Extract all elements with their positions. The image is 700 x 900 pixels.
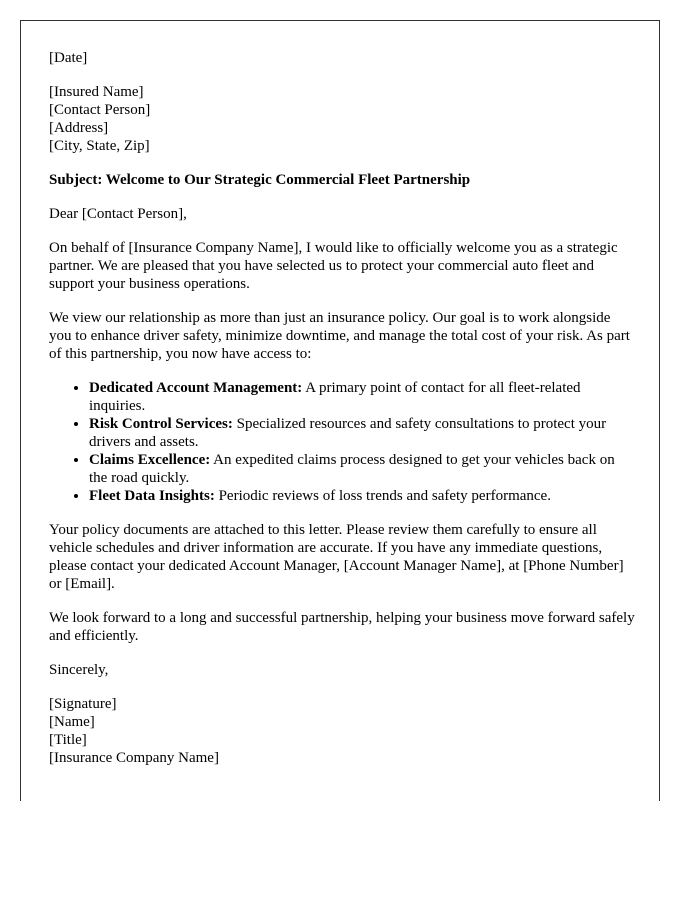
benefits-list [49,379,635,505]
partnership-paragraph: We look forward to a long and successful partnership, helping your business move forward safely and efficiently. [49,610,635,644]
list-item [89,487,635,505]
benefit-title: Dedicated Account Management: [89,380,303,396]
letter-page [20,20,660,801]
salutation: Dear [Contact Person], [49,206,187,222]
recipient-name: [Insured Name] [49,84,144,100]
letter-date: [Date] [49,50,88,66]
benefit-text: A primary point of contact for all fleet-related inquiries. [89,380,581,414]
benefit-title: Claims Excellence: [89,452,211,468]
relationship-paragraph: We view our relationship as more than just an insurance policy. Our goal is to work alongside you to enhance driver safety, minimize downtime, and manage the total cost of your risk. As part of this partnership, you now have access to: [49,310,630,362]
signer-title: [Title] [49,732,87,748]
letter-content [49,49,635,783]
recipient-address [49,83,635,155]
signer-company: [Insurance Company Name] [49,750,219,766]
benefit-title: Fleet Data Insights: [89,488,215,504]
recipient-city: [City, State, Zip] [49,138,150,154]
benefit-title: Risk Control Services: [89,416,233,432]
documents-paragraph: Your policy documents are attached to this letter. Please review them carefully to ensure all vehicle schedules and driver information are accurate. If you have any immediate questions, please contact your dedicated Account Manager, [Account Manager Name], at [Phone Number] or [Email]. [49,522,624,592]
benefit-text: An expedited claims process designed to get your vehicles back on the road quickly. [89,452,615,486]
intro-paragraph: On behalf of [Insurance Company Name], I would like to officially welcome you as a strategic partner. We are pleased that you have selected us to protect your commercial auto fleet and support your business operations. [49,240,618,292]
benefit-text: Periodic reviews of loss trends and safety performance. [214,488,551,504]
signature-block [49,695,635,767]
letter-subject: Subject: Welcome to Our Strategic Commercial Fleet Partnership [49,172,471,188]
signature-line: [Signature] [49,696,117,712]
recipient-contact: [Contact Person] [49,102,151,118]
recipient-street: [Address] [49,120,109,136]
list-item [89,379,635,415]
signer-name: [Name] [49,714,95,730]
benefit-text: Specialized resources and safety consultations to protect your drivers and assets. [89,416,607,450]
signoff: Sincerely, [49,662,109,678]
list-item [89,415,635,451]
list-item [89,451,635,487]
